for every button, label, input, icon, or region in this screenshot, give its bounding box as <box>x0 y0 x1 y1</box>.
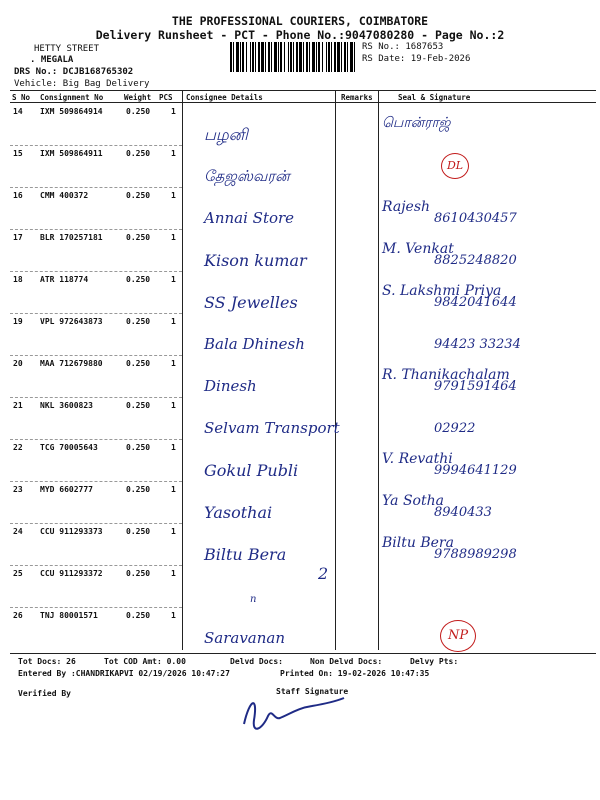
row-pcs: 1 <box>171 359 176 368</box>
col-pcs-header: PCS <box>159 93 173 102</box>
row-consignment-no: TCG 70005643 <box>40 443 98 452</box>
row-consignee: Gokul Publi <box>204 461 299 480</box>
row-consignee: Dinesh <box>204 377 257 395</box>
row-divider <box>10 481 182 482</box>
row-divider <box>10 145 182 146</box>
row-signature: R. Thanikachalam <box>382 367 510 383</box>
row-weight: 0.250 <box>126 611 151 620</box>
row-sno: 23 <box>13 485 23 494</box>
row-sno: 19 <box>13 317 23 326</box>
row-consignee: Selvam Transport <box>204 419 340 437</box>
tot-cod: Tot COD Amt: 0.00 <box>104 657 186 666</box>
column-divider <box>378 90 379 650</box>
row-weight: 0.250 <box>126 107 151 116</box>
row-consignment-no: MAA 712679880 <box>40 359 103 368</box>
row-weight: 0.250 <box>126 275 151 284</box>
col-consignment-header: Consignment No <box>40 93 104 102</box>
initial-mark: n <box>250 594 257 605</box>
row-signature: Ya Sotha <box>382 493 444 509</box>
staff-line: . MEGALA <box>30 55 74 65</box>
row-consignment-no: IXM 509864914 <box>40 107 103 116</box>
row-signature: M. Venkat <box>382 241 454 257</box>
row-weight: 0.250 <box>126 527 151 536</box>
row-phone: 8825248820 <box>434 253 517 268</box>
row-consignee: Annai Store <box>204 209 295 227</box>
row-consignee: Saravanan <box>204 629 286 647</box>
row-signature: S. Lakshmi Priya <box>382 283 502 299</box>
stamp-dl: DL <box>441 153 469 179</box>
row-phone: 9791591464 <box>434 379 517 394</box>
row-weight: 0.250 <box>126 401 151 410</box>
rs-number <box>362 42 443 52</box>
row-sno: 18 <box>13 275 23 284</box>
row-weight: 0.250 <box>126 569 151 578</box>
row-divider <box>10 523 182 524</box>
row-consignment-no: MYD 6602777 <box>40 485 93 494</box>
staff-signature-label: Staff Signature <box>276 687 349 696</box>
row-divider <box>10 355 182 356</box>
row-phone: 02922 <box>434 421 476 436</box>
row-sno: 21 <box>13 401 23 410</box>
row-signature: Rajesh <box>382 199 431 215</box>
row-consignment-no: CCU 911293373 <box>40 527 103 536</box>
bracket-mark: 2 <box>318 564 329 583</box>
row-consignment-no: NKL 3600823 <box>40 401 93 410</box>
row-phone: 9842041644 <box>434 295 517 310</box>
row-pcs: 1 <box>171 275 176 284</box>
row-signature: V. Revathi <box>382 451 453 467</box>
tot-docs: Tot Docs: 26 <box>18 657 76 666</box>
row-consignee: பழனி <box>204 125 248 144</box>
row-divider <box>10 439 182 440</box>
footer-rule <box>10 653 596 654</box>
staff-signature-graphic <box>238 690 348 738</box>
table-header-rule <box>10 102 596 103</box>
row-pcs: 1 <box>171 191 176 200</box>
rs-date <box>362 54 470 64</box>
vehicle-value: Big Bag Delivery <box>62 79 150 89</box>
drs-label: DRS No.: <box>14 67 58 77</box>
row-divider <box>10 607 182 608</box>
stamp-np: NP <box>440 620 476 652</box>
row-pcs: 1 <box>171 527 176 536</box>
row-divider <box>10 397 182 398</box>
row-sno: 22 <box>13 443 23 452</box>
row-consignment-no: ATR 118774 <box>40 275 89 284</box>
row-phone: 9994641129 <box>434 463 517 478</box>
row-consignee: SS Jewelles <box>204 293 298 312</box>
row-weight: 0.250 <box>126 317 151 326</box>
row-sno: 25 <box>13 569 23 578</box>
rs-label: RS No.: <box>362 42 400 52</box>
row-pcs: 1 <box>171 149 176 158</box>
row-divider <box>10 187 182 188</box>
non-delvd-docs: Non Delvd Docs: <box>310 657 383 666</box>
row-consignee: Bala Dhinesh <box>204 335 305 353</box>
row-divider <box>10 271 182 272</box>
row-weight: 0.250 <box>126 149 151 158</box>
row-pcs: 1 <box>171 443 176 452</box>
row-consignment-no: IXM 509864911 <box>40 149 103 158</box>
row-sno: 15 <box>13 149 23 158</box>
row-weight: 0.250 <box>126 191 151 200</box>
row-signature: Biltu Bera <box>382 535 454 551</box>
row-divider <box>10 229 182 230</box>
row-sno: 16 <box>13 191 23 200</box>
row-consignee: Yasothai <box>204 503 273 522</box>
row-consignee: Kison kumar <box>204 251 307 270</box>
row-phone: 8610430457 <box>434 211 517 226</box>
row-pcs: 1 <box>171 233 176 242</box>
row-weight: 0.250 <box>126 443 151 452</box>
row-consignment-no: BLR 170257181 <box>40 233 103 242</box>
row-phone: 8940433 <box>434 505 492 520</box>
row-sno: 14 <box>13 107 23 116</box>
delvd-docs: Delvd Docs: <box>230 657 283 666</box>
drs-value: DCJB168765302 <box>62 67 134 77</box>
row-divider <box>10 313 182 314</box>
row-consignee: தேஜஸ்வரன் <box>204 167 290 185</box>
row-sno: 26 <box>13 611 23 620</box>
row-sno: 20 <box>13 359 23 368</box>
printed-on: Printed On: 19-02-2026 10:47:35 <box>280 669 430 678</box>
address-line: HETTY STREET <box>34 44 100 54</box>
delvy-pts: Delvy Pts: <box>410 657 459 666</box>
vehicle-line <box>14 79 149 89</box>
row-consignee: Biltu Bera <box>204 545 287 564</box>
row-pcs: 1 <box>171 317 176 326</box>
table-top-rule <box>10 90 596 91</box>
runsheet-subtitle: Delivery Runsheet - PCT - Phone No.:9047080280 - Page No.:2 <box>95 28 505 42</box>
col-remarks-header: Remarks <box>341 93 373 102</box>
row-sno: 24 <box>13 527 23 536</box>
row-pcs: 1 <box>171 569 176 578</box>
vehicle-label: Vehicle: <box>14 79 58 89</box>
col-sno-header: S No <box>12 93 31 102</box>
row-consignment-no: CCU 911293372 <box>40 569 103 578</box>
col-seal-header: Seal & Signature <box>398 93 471 102</box>
row-sno: 17 <box>13 233 23 242</box>
row-weight: 0.250 <box>126 359 151 368</box>
rs-value: 1687653 <box>405 42 444 52</box>
verified-by: Verified By <box>18 689 71 698</box>
row-signature: பொன்ராஜ் <box>382 115 451 131</box>
row-consignment-no: CMM 400372 <box>40 191 89 200</box>
company-title: THE PROFESSIONAL COURIERS, COIMBATORE <box>171 14 429 28</box>
row-pcs: 1 <box>171 611 176 620</box>
barcode-graphic <box>230 42 358 72</box>
column-divider <box>182 90 183 650</box>
row-pcs: 1 <box>171 401 176 410</box>
rs-date-value: 19-Feb-2026 <box>410 54 471 64</box>
col-consignee-header: Consignee Details <box>186 93 263 102</box>
row-divider <box>10 565 182 566</box>
row-phone: 9788989298 <box>434 547 517 562</box>
rs-date-label: RS Date: <box>362 54 406 64</box>
row-phone: 94423 33234 <box>434 337 521 352</box>
row-consignment-no: TNJ 80001571 <box>40 611 98 620</box>
drs-number <box>14 67 133 77</box>
row-pcs: 1 <box>171 485 176 494</box>
column-divider <box>335 90 336 650</box>
row-weight: 0.250 <box>126 485 151 494</box>
row-consignment-no: VPL 972643873 <box>40 317 103 326</box>
entered-by: Entered By :CHANDRIKAPVI 02/19/2026 10:47:27 <box>18 669 230 678</box>
row-weight: 0.250 <box>126 233 151 242</box>
col-weight-header: Weight <box>124 93 152 102</box>
row-pcs: 1 <box>171 107 176 116</box>
